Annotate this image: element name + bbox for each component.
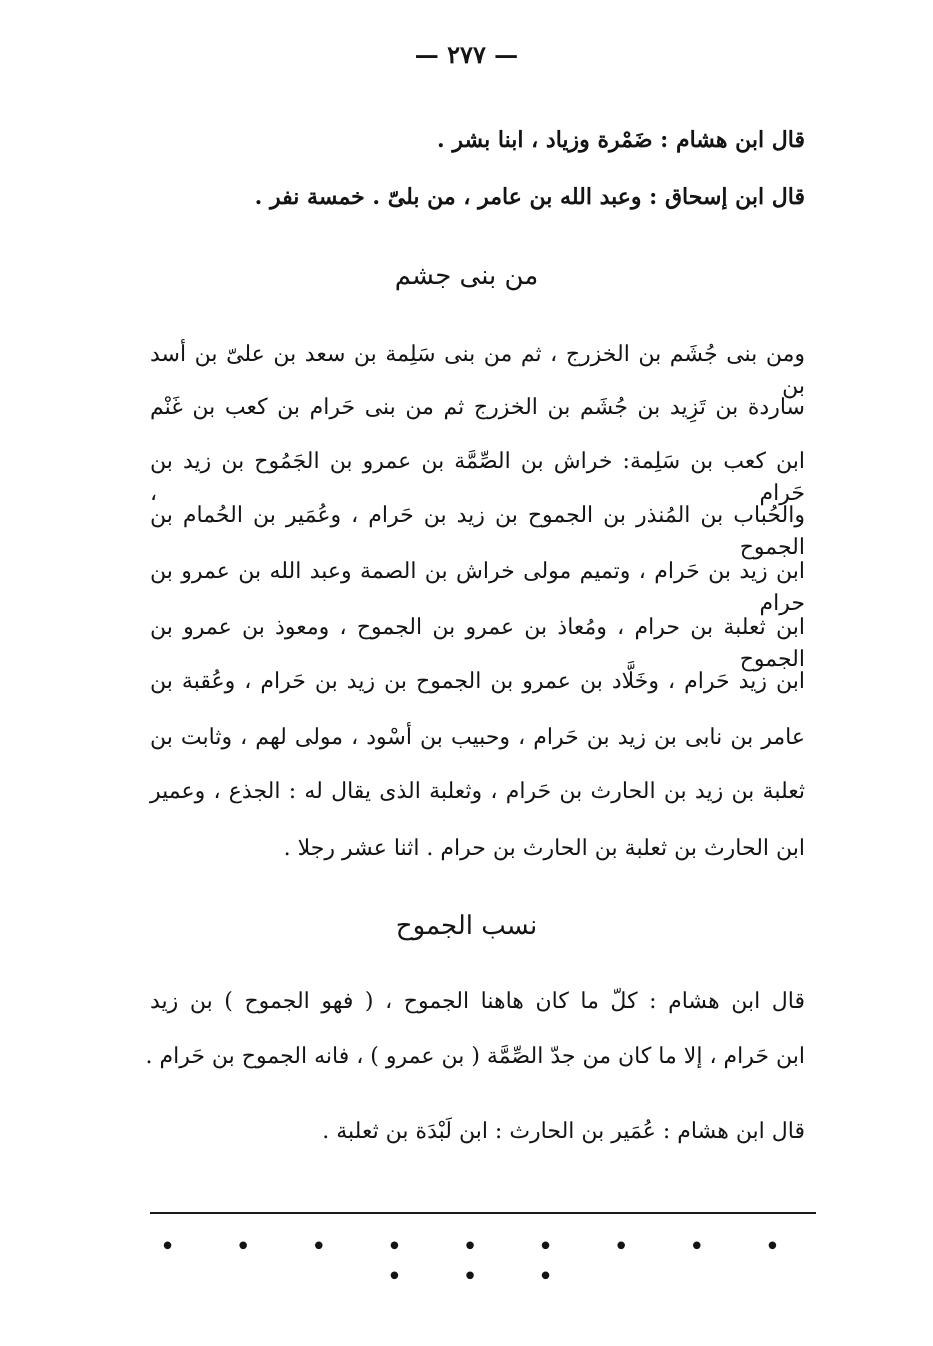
- paragraph-line: قال ابن هشام : عُمَير بن الحارث : ابن لَبْدَة بن ثعلبة .: [322, 1119, 805, 1144]
- paragraph-line: ابن الحارث بن ثعلبة بن الحارث بن حرام . اثنا عشر رجلا .: [283, 836, 805, 861]
- section-heading: من بنى جشم: [394, 261, 539, 291]
- paragraph-line: ابن ثعلبة بن حرام ، ومُعاذ بن عمرو بن الجموح ، ومعوذ بن عمرو بن الجموح: [150, 615, 805, 672]
- paragraph-line: قال ابن هشام : كلّ ما كان هاهنا الجموح ، ( فهو الجموح ) بن زيد: [150, 989, 805, 1014]
- paragraph-line: ثعلبة بن زيد بن الحارث بن حَرام ، وثعلبة الذى يقال له : الجذع ، وعمير: [150, 779, 805, 804]
- footer-rule: [150, 1212, 816, 1214]
- paragraph-line: ابن كعب بن سَلِمة: خراش بن الصِّمَّة بن عمرو بن الجَمُوح بن زيد بن حَرام ،: [150, 449, 805, 506]
- text-line: قال ابن هشام : ضَمْرة وزياد ، ابنا بشر .: [437, 127, 805, 153]
- paragraph-line: ابن زيد بن حَرام ، وتميم مولى خراش بن الصمة وعبد الله بن عمرو بن حرام: [150, 559, 805, 616]
- page-number: — ٢٧٧ —: [414, 40, 519, 69]
- paragraph-line: ساردة بن تَزِيد بن جُشَم بن الخزرج ثم من بنى حَرام بن كعب بن غَنْم: [150, 395, 805, 420]
- paragraph-line: والحُباب بن المُنذر بن الجموح بن زيد بن حَرام ، وعُمَير بن الحُمام بن الجموح: [150, 503, 805, 560]
- paragraph-line: ابن زيد حَرام ، وخَلَّاد بن عمرو بن الجموح بن زيد بن حَرام ، وعُقبة بن: [150, 669, 805, 694]
- section-heading: نسب الجموح: [395, 911, 538, 941]
- paragraph-line: عامر بن نابى بن زيد بن حَرام ، وحبيب بن أسْود ، مولى لهم ، وثابت بن: [150, 725, 805, 750]
- footer-dots: • • • • • • • • • • • •: [159, 1232, 807, 1292]
- paragraph-line: ومن بنى جُشَم بن الخزرج ، ثم من بنى سَلِمة بن سعد بن علىّ بن أسد بن: [150, 342, 805, 399]
- text-line: قال ابن إسحاق : وعبد الله بن عامر ، من بلىّ . خمسة نفر .: [254, 184, 805, 210]
- paragraph-line: ابن حَرام ، إلا ما كان من جدّ الصِّمَّة ( بن عمرو ) ، فانه الجموح بن حَرام .: [145, 1044, 805, 1069]
